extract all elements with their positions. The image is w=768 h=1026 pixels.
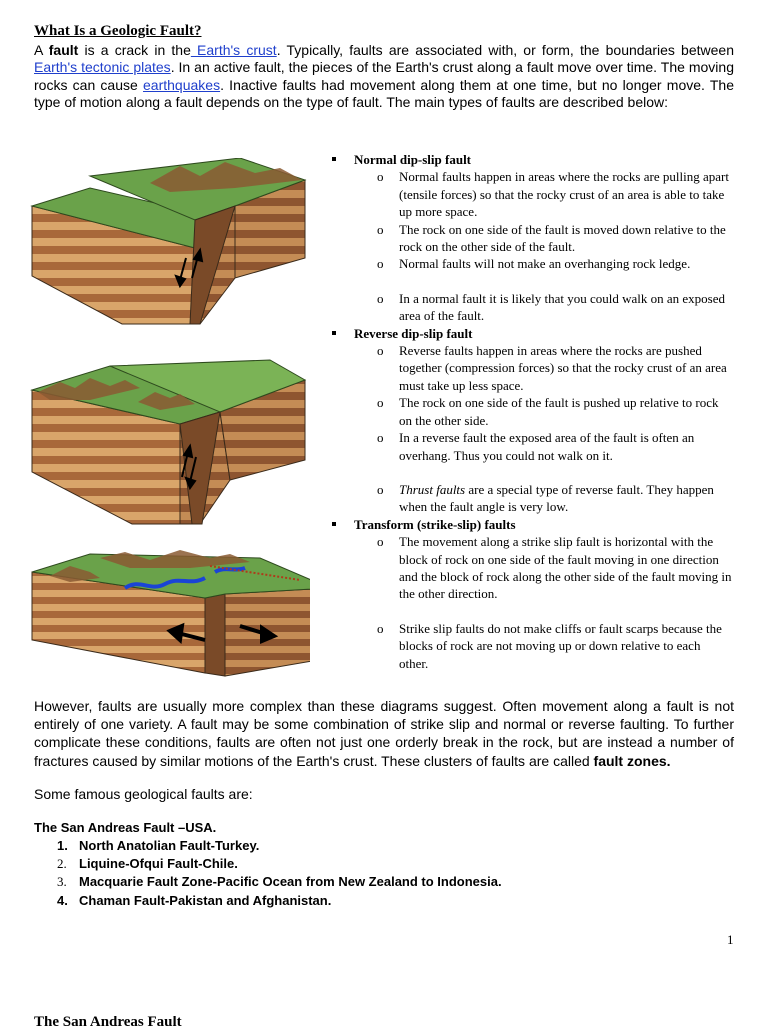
list-item [57,855,502,873]
intro-paragraph [34,42,734,111]
list-number: 4. [57,892,68,908]
list-item [330,429,732,464]
outro-paragraph [34,697,734,770]
heading-text: Normal dip-slip fault [354,152,472,167]
fault-zones-term: fault zones. [593,752,671,769]
list-number: 3. [57,874,67,890]
circle-bullet-icon: o [377,169,384,185]
list-item [330,168,732,220]
famous-faults-intro: Some famous geological faults are: [34,786,253,802]
strike-slip-fault-diagram [30,548,310,678]
list-item [330,533,732,603]
san-andreas-heading: The San Andreas Fault –USA. [34,820,217,835]
list-item-text: In a normal fault it is likely that you could walk on an exposed area of the fault. [399,290,726,324]
list-item-text: Normal faults happen in areas where the rocks are pulling apart (tensile forces) so that the rocky crust of an area is able to take up more space. [399,169,729,220]
circle-bullet-icon: o [377,221,384,237]
circle-bullet-icon: o [377,620,384,636]
list-item [330,481,732,516]
list-item-text: North Anatolian Fault-Turkey. [79,838,260,853]
heading-text: Transform (strike-slip) faults [354,516,516,532]
circle-bullet-icon: o [377,395,384,411]
outro-text: However, faults are usually more complex than these diagrams suggest. Often movement along a fault is not entirely of one variety. A fault may be some combination of strike slip and normal or reverse faulting. To further complicate these conditions, faults are often not just one orderly break in the rock, but are instead a number of fractures caused by similar motions of the Earth's crust. These clusters of faults are called [34,698,734,769]
heading-text: Reverse dip-slip fault [354,325,473,341]
earthquakes-link[interactable]: earthquakes [143,76,221,93]
intro-text: . Inactive faults had movement along them at one time, but no longer move. The type of motion along a fault depends on the type of fault. The main types of faults are described below: [34,76,734,110]
circle-bullet-icon: o [377,343,384,359]
list-item-text: The rock on one side of the fault is moved down relative to the rock on the other side of the fault. [399,221,726,255]
transform-fault-heading [330,516,732,533]
thrust-faults-term: Thrust faults [399,481,466,497]
list-item [330,394,732,429]
circle-bullet-icon: o [377,534,384,550]
earths-crust-link[interactable]: Earth's crust [190,42,277,58]
list-item-text: Reverse faults happen in areas where the rocks are pushed together (compression forces) so that the rocky crust of an area must take up less space. [399,343,727,393]
list-item-text: Chaman Fault-Pakistan and Afghanistan. [79,892,332,908]
list-item-text: The rock on one side of the fault is pushed up relative to rock on the other side. [399,395,719,428]
intro-text: is a crack in the [78,42,191,58]
circle-bullet-icon: o [377,430,384,446]
next-page-title-text: The San Andreas Fault [34,1016,182,1026]
reverse-fault-diagram [30,352,310,527]
intro-text: . In an active fault, the pieces of the Earth's crust along a fault move over time. The moving rocks can cause [34,59,734,93]
normal-fault-heading [330,151,732,168]
list-item [330,342,732,394]
list-item [330,620,732,672]
page-number: 1 [727,932,734,947]
list-item [330,290,732,325]
list-number: 2. [57,856,67,872]
tectonic-plates-link[interactable]: Earth's tectonic plates [34,59,171,76]
list-item-text: The movement along a strike slip fault is horizontal with the block of rock on one side of the fault moving in one direction and the block of rock along the other side of the fault moving in the other direction. [399,534,732,602]
list-item [57,873,502,891]
fault-types-list [330,151,732,672]
next-page-title [34,1016,209,1026]
list-item-text: Macquarie Fault Zone-Pacific Ocean from New Zealand to Indonesia. [79,874,502,890]
circle-bullet-icon: o [377,290,384,306]
list-item-text: Liquine-Ofqui Fault-Chile. [79,856,238,872]
list-item-text: In a reverse fault the exposed area of the fault is often an overhang. Thus you could not walk on it. [399,430,695,463]
list-item-text: Normal faults will not make an overhanging rock ledge. [399,256,691,272]
circle-bullet-icon: o [377,256,384,272]
square-bullet-icon [332,522,336,526]
famous-faults-list [57,837,502,910]
square-bullet-icon [332,157,336,161]
reverse-fault-heading [330,325,732,342]
list-item [57,837,502,855]
list-item-text: Strike slip faults do not make cliffs or fault scarps because the blocks of rock are not moving up or down relative to each other. [399,620,722,671]
list-item [57,892,502,910]
square-bullet-icon [332,331,336,335]
list-number: 1. [57,838,68,853]
intro-text: . Typically, faults are associated with, or form, the boundaries between [276,42,734,58]
fault-term: fault [48,42,79,58]
normal-fault-diagram [30,158,310,328]
intro-text: A [34,42,49,58]
list-item [330,221,732,256]
list-item-text: are a special type of reverse fault. They happen when the fault angle is very low. [399,481,714,515]
page-title: What Is a Geologic Fault? [34,23,202,39]
list-item [330,255,732,272]
circle-bullet-icon: o [377,481,384,497]
